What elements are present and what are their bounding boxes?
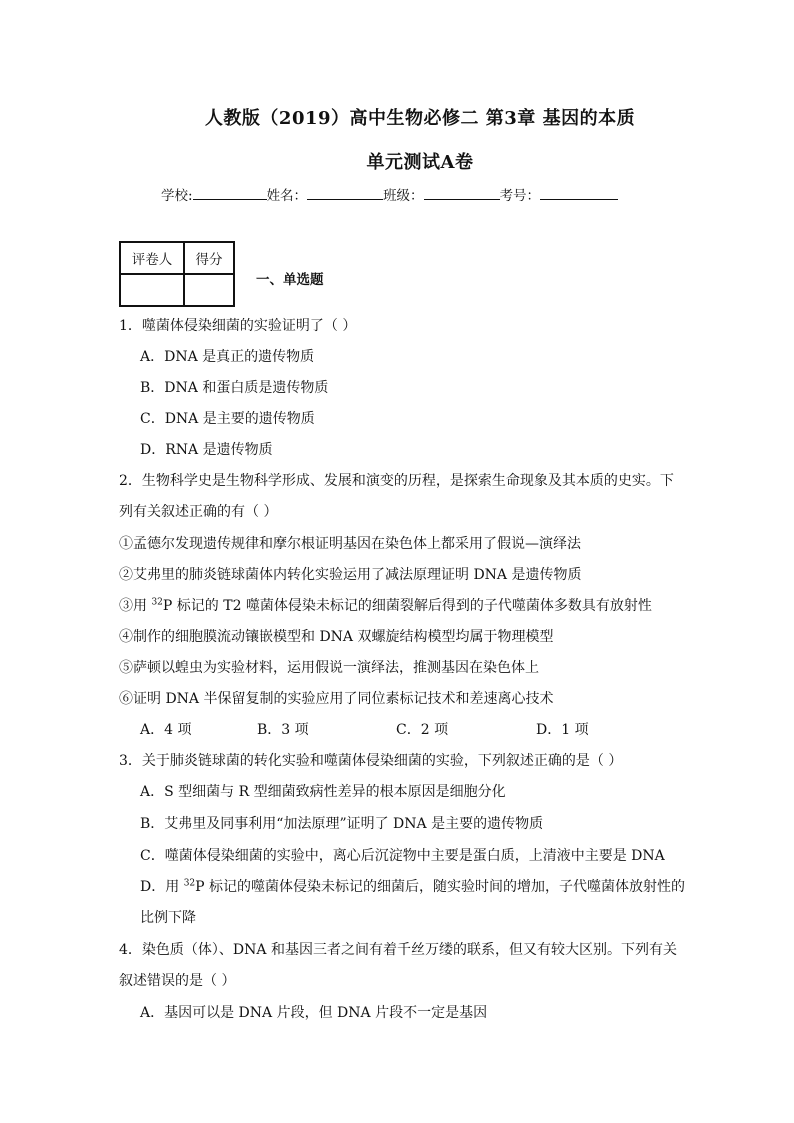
number-field[interactable]: [540, 185, 618, 200]
question-2-statement-2: ②艾弗里的肺炎链球菌体内转化实验运用了减法原理证明 DNA 是遗传物质: [119, 567, 582, 583]
name-field[interactable]: [307, 185, 383, 200]
question-2-stem-line1: 2．生物科学史是生物科学形成、发展和演变的历程，是探索生命现象及其本质的史实。下: [119, 473, 674, 489]
option-d-prefix: D．用: [140, 879, 184, 895]
question-1-option-c[interactable]: C．DNA 是主要的遗传物质: [140, 411, 315, 427]
option-d-text: P 标记的噬菌体侵染未标记的细菌后，随实验时间的增加，子代噬菌体放射性的: [195, 879, 686, 895]
question-1-stem: 1．噬菌体侵染细菌的实验证明了（ ）: [119, 318, 357, 334]
question-4-stem-line2: 叙述错误的是（ ）: [119, 973, 236, 989]
score-cell[interactable]: [184, 274, 234, 306]
question-1-option-a[interactable]: A．DNA 是真正的遗传物质: [140, 349, 315, 365]
question-2-option-b[interactable]: B．3 项: [257, 722, 309, 738]
question-3-stem: 3．关于肺炎链球菌的转化实验和噬菌体侵染细菌的实验，下列叙述正确的是（ ）: [119, 753, 623, 769]
question-1-option-d[interactable]: D．RNA 是遗传物质: [140, 442, 273, 458]
isotope-superscript: 32: [183, 878, 196, 889]
class-label: 班级：: [383, 188, 424, 204]
question-2-statement-4: ④制作的细胞膜流动镶嵌模型和 DNA 双螺旋结构模型均属于物理模型: [119, 629, 554, 645]
grader-cell[interactable]: [120, 274, 184, 306]
number-label: 考号：: [499, 188, 541, 204]
question-2-statement-5: ⑤萨顿以蝗虫为实验材料，运用假说一演绎法，推测基因在染色体上: [119, 660, 539, 676]
class-field[interactable]: [424, 185, 500, 200]
section-title: 一、单选题: [256, 272, 324, 288]
question-3-option-d[interactable]: [140, 876, 685, 896]
score-table: [119, 241, 235, 307]
page-title: 人教版（2019）高中生物必修二 第3章 基因的本质: [204, 108, 636, 129]
question-3-option-b[interactable]: B．艾弗里及同事利用“加法原理”证明了 DNA 是主要的遗传物质: [140, 816, 544, 832]
statement-3-prefix: ③用: [119, 598, 152, 614]
score-header: 得分: [184, 242, 234, 274]
question-3-option-c[interactable]: C．噬菌体侵染细菌的实验中，离心后沉淀物中主要是蛋白质，上清液中主要是 DNA: [140, 848, 665, 864]
question-2-option-d[interactable]: D．1 项: [536, 722, 589, 738]
question-3-option-d-continued: 比例下降: [140, 910, 196, 926]
page-subtitle: 单元测试A卷: [366, 152, 474, 173]
question-4-stem-line1: 4．染色质（体）、DNA 和基因三者之间有着千丝万缕的联系，但又有较大区别。下列有关: [119, 942, 677, 958]
question-2-stem-line2: 列有关叙述正确的有（ ）: [119, 504, 278, 520]
grader-header: 评卷人: [120, 242, 184, 274]
school-label: 学校:: [161, 188, 193, 204]
school-field[interactable]: [193, 185, 267, 200]
statement-3-text: P 标记的 T2 噬菌体侵染未标记的细菌裂解后得到的子代噬菌体多数具有放射性: [162, 598, 652, 614]
question-1-option-b[interactable]: B．DNA 和蛋白质是遗传物质: [140, 380, 329, 396]
question-2-statement-3: [119, 595, 652, 615]
question-4-option-a[interactable]: A．基因可以是 DNA 片段，但 DNA 片段不一定是基因: [140, 1005, 488, 1021]
isotope-superscript: 32: [151, 597, 163, 608]
question-3-option-a[interactable]: A．S 型细菌与 R 型细菌致病性差异的根本原因是细胞分化: [140, 784, 506, 800]
question-2-statement-1: ①孟德尔发现遗传规律和摩尔根证明基因在染色体上都采用了假说—演绎法: [119, 536, 581, 552]
question-2-option-c[interactable]: C．2 项: [396, 722, 449, 738]
question-2-statement-6: ⑥证明 DNA 半保留复制的实验应用了同位素标记技术和差速离心技术: [119, 691, 554, 707]
question-2-option-a[interactable]: A．4 项: [140, 722, 192, 738]
name-label: 姓名：: [266, 188, 308, 204]
student-info-line: [161, 184, 661, 204]
